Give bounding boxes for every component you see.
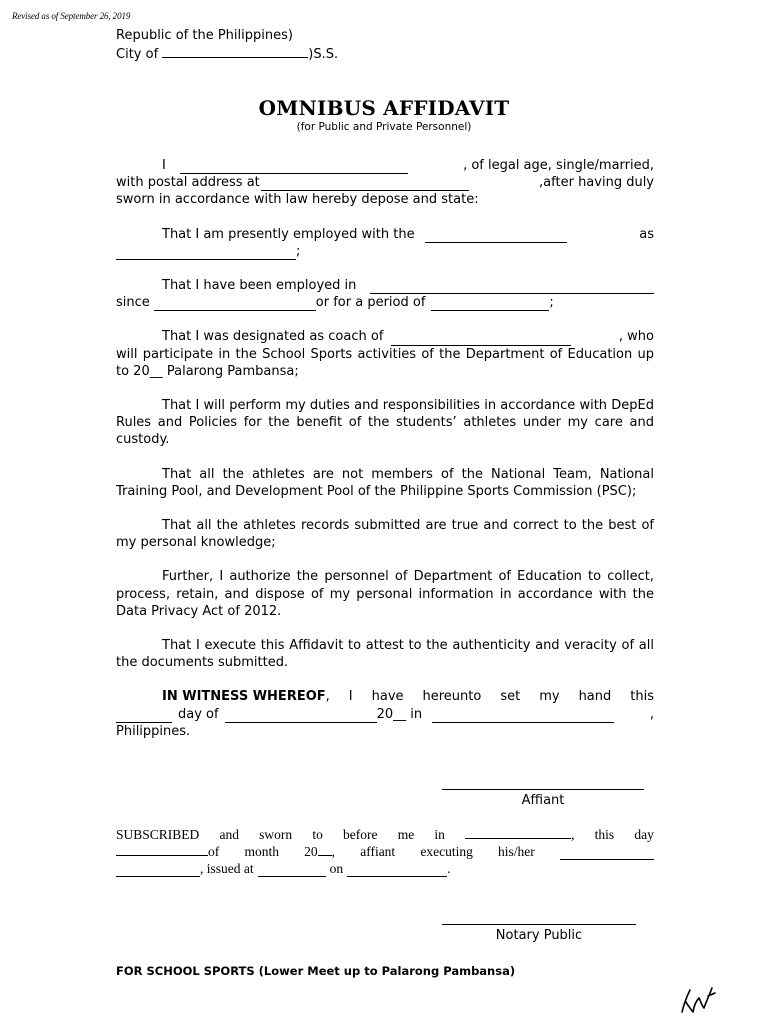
handwritten-initials-icon: [678, 982, 718, 1018]
sub-word: , issued at: [200, 861, 254, 876]
subscribed-block: [116, 826, 654, 877]
sub-word: day: [634, 827, 654, 842]
paragraph-not-members: [116, 466, 654, 500]
sub-word: in: [434, 827, 445, 842]
sub-word: and: [219, 827, 239, 842]
coach-of-blank[interactable]: [391, 333, 571, 346]
affiant-signature-line[interactable]: [442, 789, 644, 790]
issued-on-blank[interactable]: [347, 864, 447, 877]
month-blank[interactable]: [225, 710, 377, 723]
p10-text-c: 20__ in: [376, 706, 423, 722]
paragraph-privacy: [116, 568, 654, 620]
paragraph-tenure: [116, 277, 654, 311]
document-title: OMNIBUS AFFIDAVIT: [258, 96, 510, 120]
p2-text-c: ;: [296, 243, 301, 259]
p3-text-d: ;: [549, 295, 554, 311]
employer-blank[interactable]: [425, 230, 567, 243]
sub-word: SUBSCRIBED: [116, 827, 200, 842]
sub-word: before: [343, 827, 378, 842]
sub-word: month: [244, 844, 279, 859]
p1-text-a: I: [162, 158, 166, 173]
p4-text-c: will participate in the School Sports activities of the Department of Education up to 20__ Palarong Pambansa;: [116, 346, 654, 379]
p3-text-c: or for a period of: [315, 295, 426, 311]
day-blank[interactable]: [116, 710, 172, 723]
sub-word: sworn: [259, 827, 293, 842]
paragraph-employment: [116, 226, 654, 260]
p1-text-c: with postal address at: [116, 175, 260, 191]
p2-text-a: That I am presently employed with the: [162, 226, 415, 242]
affiant-signature-block: [442, 789, 644, 808]
address-blank[interactable]: [261, 178, 469, 191]
affidavit-body: [116, 157, 654, 757]
sub-word: me: [397, 827, 415, 842]
position-blank[interactable]: [116, 247, 296, 260]
sub-word: to: [312, 827, 323, 842]
notary-label: Notary Public: [495, 928, 583, 943]
p10-text-a: , I have hereunto set my hand this: [325, 689, 654, 705]
p3-text-a: That I have been employed in: [162, 278, 357, 294]
subscribed-day-blank[interactable]: [116, 843, 208, 856]
venue-block: [116, 27, 338, 64]
sub-word: executing: [420, 844, 473, 859]
id-type-blank[interactable]: [560, 847, 654, 860]
p9-text: That I execute this Affidavit to attest to the authenticity and veracity of all the documents submitted.: [116, 638, 654, 671]
sub-word: 20: [304, 844, 318, 859]
p1-text-b: , of legal age, single/married,: [463, 158, 654, 173]
subscribed-place-blank[interactable]: [465, 826, 571, 839]
period-blank[interactable]: [431, 298, 549, 311]
p1-text-d: ,after having duly: [539, 175, 654, 191]
city-blank[interactable]: [162, 45, 308, 58]
venue-country: Republic of the Philippines): [116, 28, 293, 43]
p4-text-a: That I was designated as coach of: [162, 329, 384, 345]
paragraph-coach: [116, 328, 654, 380]
p1-text-e: sworn in accordance with law hereby depose and state:: [116, 192, 479, 208]
p8-text: Further, I authorize the personnel of Department of Education to collect, process, retain, and dispose of my personal information in accordance with the Data Privacy Act of 2012.: [116, 569, 654, 619]
witness-whereof: IN WITNESS WHEREOF: [162, 689, 326, 705]
footer-note: FOR SCHOOL SPORTS (Lower Meet up to Palarong Pambansa): [116, 964, 516, 978]
notary-signature-line[interactable]: [442, 924, 636, 925]
p10-text-d: ,: [649, 706, 654, 722]
since-blank[interactable]: [154, 298, 316, 311]
paragraph-duties: [116, 397, 654, 449]
document-subtitle: (for Public and Private Personnel): [296, 121, 472, 133]
sub-word: ,: [331, 844, 336, 859]
revised-note: Revised as of September 26, 2019: [12, 11, 131, 21]
name-blank[interactable]: [180, 161, 408, 174]
paragraph-witness: [116, 688, 654, 740]
sub-word: affiant: [360, 844, 396, 859]
sub-word: on: [329, 861, 344, 876]
p7-text: That all the athletes records submitted are true and correct to the best of my personal knowledge;: [116, 518, 654, 551]
venue-city-line: [116, 45, 338, 64]
id-number-blank[interactable]: [116, 864, 200, 877]
employed-in-blank[interactable]: [370, 281, 654, 294]
p10-text-b: day of: [178, 706, 219, 722]
notary-signature-block: [442, 924, 636, 943]
p10-text-e: Philippines.: [116, 723, 191, 739]
sub-word: his/her: [498, 844, 535, 859]
sub-word: of: [208, 844, 220, 859]
p4-text-b: , who: [618, 329, 654, 345]
venue-ss: )S.S.: [308, 47, 339, 62]
p2-text-b: as: [639, 226, 654, 242]
paragraph-records: [116, 517, 654, 551]
place-blank[interactable]: [432, 710, 614, 723]
p6-text: That all the athletes are not members of the National Team, National Training Pool, and Development Pool of the Philippine Sports Commission (PSC);: [116, 466, 654, 499]
affiant-label: Affiant: [521, 793, 565, 808]
issued-at-blank[interactable]: [258, 864, 326, 877]
sub-word: this: [594, 827, 615, 842]
sub-word: ,: [571, 827, 575, 842]
subscribed-year-blank[interactable]: [318, 843, 332, 856]
sub-word: .: [447, 861, 451, 876]
p3-text-b: since: [116, 295, 150, 311]
p5-text: That I will perform my duties and responsibilities in accordance with DepEd Rules and Policies for the benefit of the students’ athletes under my care and custody.: [116, 398, 654, 448]
venue-city-label: City of: [116, 47, 159, 62]
paragraph-identity: [116, 157, 654, 209]
paragraph-attest: [116, 637, 654, 671]
